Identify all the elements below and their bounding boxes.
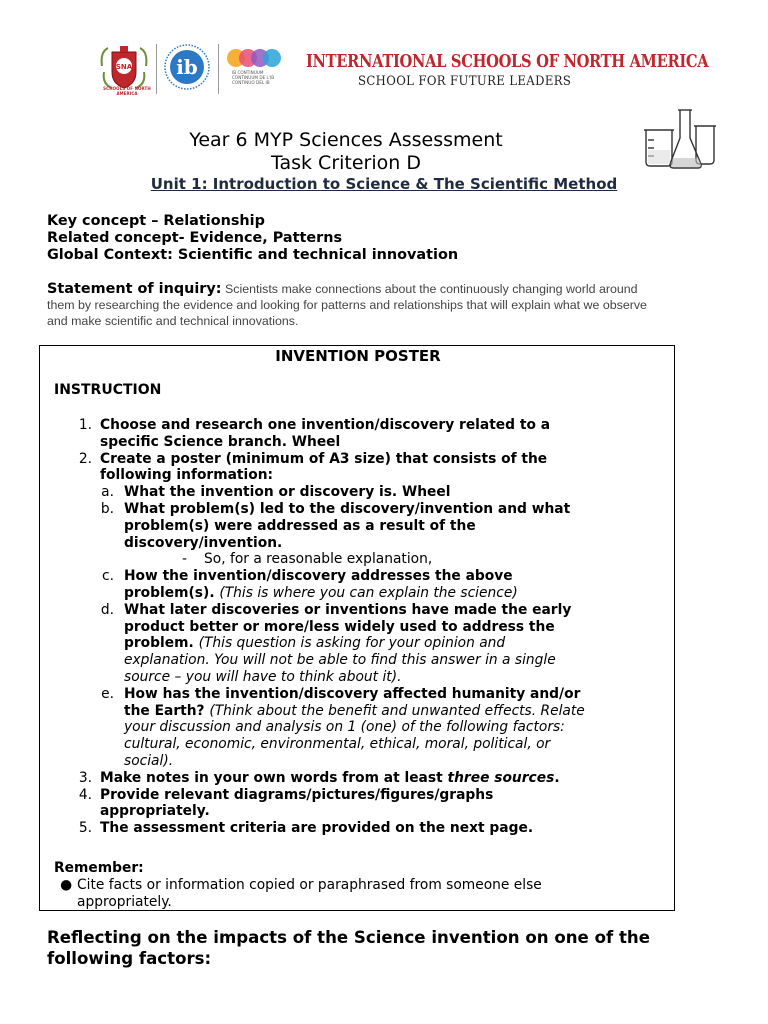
ib-continuum-circles-logo bbox=[226, 47, 284, 69]
inquiry-label: Statement of inquiry: bbox=[47, 281, 222, 297]
list-item-text: The assessment criteria are provided on the next page. bbox=[100, 820, 534, 837]
list-number: 2. bbox=[78, 450, 92, 467]
list-item-text: How has the invention/discovery affected humanity and/or bbox=[124, 685, 581, 702]
list-item-hint: (Think about the benefit and unwanted effects. Relate bbox=[209, 702, 585, 719]
list-item-text: following information: bbox=[100, 467, 274, 484]
invention-poster-box bbox=[39, 345, 675, 911]
list-letter: a. bbox=[101, 484, 114, 501]
continuum-caption-line: IB CONTINUUM bbox=[232, 70, 264, 75]
list-item-hint: source – you will have to think about it). bbox=[124, 668, 402, 685]
page-subtitle: Task Criterion D bbox=[271, 152, 421, 174]
list-number: 4. bbox=[78, 786, 92, 803]
box-title: INVENTION POSTER bbox=[275, 347, 441, 365]
list-item-text: Make notes in your own words from at least bbox=[100, 769, 443, 786]
list-item-text: discovery/invention. bbox=[124, 534, 283, 551]
continuum-caption-line: CONTINUO DEL IB bbox=[232, 80, 270, 85]
related-concept: Related concept- Evidence, Patterns bbox=[47, 230, 343, 246]
inquiry-text: and make scientific and technical innovations. bbox=[47, 313, 299, 328]
remember-line: Cite facts or information copied or paraphrased from someone else bbox=[77, 877, 542, 893]
inquiry-text: them by researching the evidence and looking for patterns and relationships that will explain what we observe bbox=[47, 297, 647, 312]
list-item-text: problem. bbox=[124, 635, 194, 652]
list-item bbox=[40, 451, 674, 485]
list-letter: d. bbox=[100, 601, 114, 618]
unit-title: Unit 1: Introduction to Science & The Scientific Method bbox=[150, 175, 618, 193]
list-item-hint: explanation. You will not be able to find this answer in a single bbox=[124, 652, 556, 669]
note-text: So, for a reasonable explanation, bbox=[204, 551, 433, 568]
bullet-marker: ● bbox=[60, 877, 73, 893]
sub-list-item bbox=[40, 568, 674, 602]
statement-of-inquiry bbox=[47, 282, 727, 329]
school-name: INTERNATIONAL SCHOOLS OF NORTH AMERICA bbox=[306, 52, 709, 72]
list-item bbox=[40, 417, 674, 451]
sub-list-item bbox=[40, 501, 674, 551]
concepts-block bbox=[47, 213, 458, 264]
list-letter: b. bbox=[100, 500, 114, 517]
list-item-hint: (This is where you can explain the science) bbox=[219, 584, 518, 601]
list-item-text: problem(s) were addressed as a result of the bbox=[124, 517, 476, 534]
list-item-hint: (This question is asking for your opinion and bbox=[198, 635, 506, 652]
list-item-text: What the invention or discovery is. Wheel bbox=[124, 484, 451, 501]
school-tagline: SCHOOL FOR FUTURE LEADERS bbox=[358, 74, 572, 89]
sub-list-item bbox=[40, 484, 674, 501]
list-letter: c. bbox=[102, 568, 114, 585]
list-number: 1. bbox=[78, 417, 92, 433]
list-item bbox=[40, 787, 674, 821]
list-item-text: Create a poster (minimum of A3 size) that consists of the bbox=[100, 450, 548, 467]
list-item-text: What later discoveries or inventions have made the early bbox=[124, 601, 572, 618]
remember-heading: Remember: bbox=[54, 860, 144, 876]
reflection-heading bbox=[47, 928, 650, 969]
page-title: Year 6 MYP Sciences Assessment bbox=[189, 129, 503, 151]
list-item-hint: cultural, economic, environmental, ethical, moral, political, or bbox=[124, 736, 551, 753]
list-item-text: appropriately. bbox=[100, 803, 210, 820]
dash-marker: - bbox=[182, 551, 187, 568]
header-divider bbox=[218, 44, 219, 94]
list-item-text: Provide relevant diagrams/pictures/figures/graphs bbox=[100, 786, 494, 803]
list-item bbox=[40, 770, 674, 787]
list-item-text: product better or more/less widely used to address the bbox=[124, 618, 555, 635]
list-item-text: specific Science branch. Wheel bbox=[100, 433, 341, 450]
list-item-text: the Earth? bbox=[124, 702, 205, 719]
instruction-list bbox=[40, 417, 674, 837]
list-item-text: problem(s). bbox=[124, 584, 215, 601]
remember-line: appropriately. bbox=[77, 893, 172, 910]
ib-mark: ib bbox=[176, 55, 198, 79]
lab-glassware-icon bbox=[640, 104, 720, 172]
remember-text bbox=[77, 877, 542, 911]
list-letter: e. bbox=[101, 685, 114, 702]
global-context: Global Context: Scientific and technical innovation bbox=[47, 247, 459, 263]
list-number: 5. bbox=[78, 820, 92, 837]
reflection-line: following factors: bbox=[47, 948, 212, 968]
sub-list-item bbox=[40, 686, 674, 770]
sna-badge-text: SNA bbox=[115, 63, 133, 71]
sub-list-item bbox=[40, 602, 674, 686]
list-item-text: How the invention/discovery addresses the above bbox=[124, 568, 513, 585]
list-item-text: What problem(s) led to the discovery/invention and what bbox=[124, 500, 571, 517]
list-item-text: Choose and research one invention/discovery related to a bbox=[100, 417, 551, 433]
list-item-hint: your discussion and analysis on 1 (one) of the following factors: bbox=[124, 719, 565, 736]
list-item bbox=[40, 820, 674, 837]
list-item-text: . bbox=[554, 769, 560, 786]
list-item-emphasis: three sources bbox=[447, 769, 555, 786]
inquiry-text: Scientists make connections about the continuously changing world around bbox=[224, 282, 638, 296]
list-number: 3. bbox=[78, 769, 92, 786]
sub-note bbox=[40, 551, 674, 568]
sna-caption: SCHOOLS OF NORTH AMERICA bbox=[103, 86, 151, 96]
ib-logo bbox=[163, 43, 211, 91]
continuum-caption bbox=[232, 70, 292, 85]
key-concept: Key concept – Relationship bbox=[47, 213, 265, 229]
continuum-caption-line: CONTINUUM DE L'IB bbox=[232, 75, 275, 80]
reflection-line: Reflecting on the impacts of the Science invention on one of the bbox=[47, 928, 650, 947]
list-item-hint: social). bbox=[124, 752, 174, 769]
header-divider bbox=[156, 44, 157, 94]
instruction-heading: INSTRUCTION bbox=[54, 382, 162, 398]
